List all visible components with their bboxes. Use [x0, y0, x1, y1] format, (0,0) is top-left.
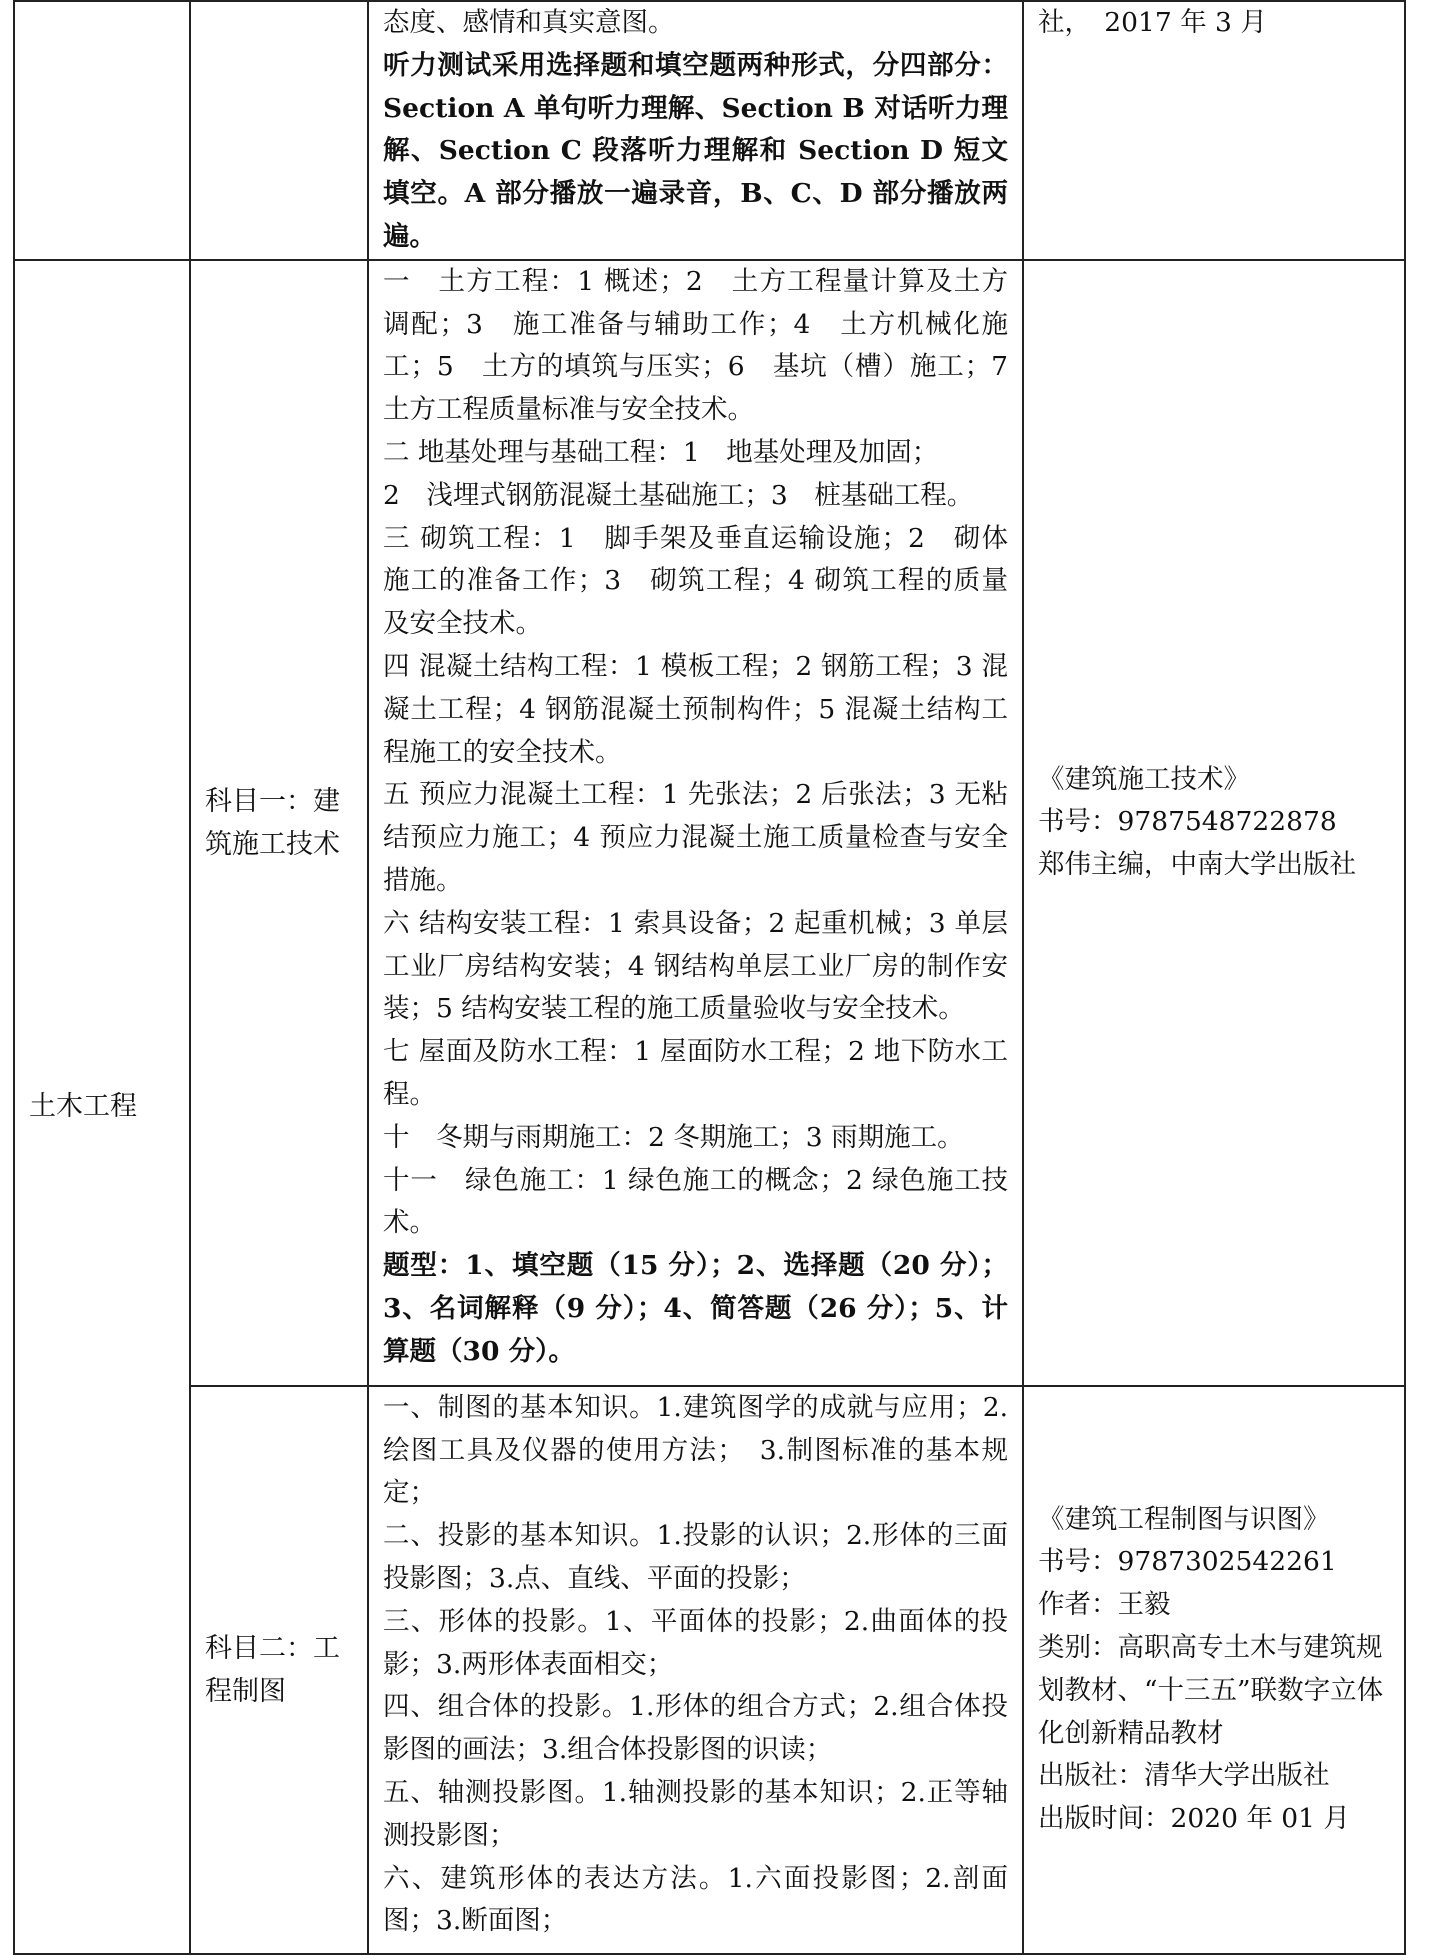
content-cell: [368, 260, 1035, 1386]
content-line: 态度、感情和真实意图。: [383, 7, 675, 38]
content-paragraph: 五、轴测投影图。1.轴测投影的基本知识；2.正等轴测投影图；: [383, 1776, 1008, 1851]
subject-name: 科目二：工程制图: [205, 1632, 340, 1707]
textbook-cell: [1023, 1386, 1405, 1954]
table-row: [14, 1, 1405, 260]
major-cell-empty: [14, 1, 190, 260]
textbook-author: 作者：王毅: [1038, 1589, 1171, 1621]
textbook-publisher: 出版社：清华大学出版社: [1038, 1760, 1330, 1792]
content-paragraph: 三、形体的投影。1、平面体的投影；2.曲面体的投影；3.两形体表面相交；: [383, 1605, 1008, 1680]
content-paragraph: 七 屋面及防水工程：1 屋面防水工程；2 地下防水工程。: [383, 1036, 1008, 1110]
listening-test-note: 听力测试采用选择题和填空题两种形式，分四部分：Section A 单句听力理解、Section B 对话听力理解、Section C 段落听力理解和 Section D 短文填空。A 部分播放一遍录音，B、C、D 部分播放两遍。: [383, 49, 1008, 252]
content-paragraph: 五 预应力混凝土工程：1 先张法；2 后张法；3 无粘结预应力施工；4 预应力混凝土施工质量检查与安全措施。: [383, 779, 1008, 896]
textbook-cell: [1023, 1, 1405, 260]
content-paragraph: 二、投影的基本知识。1.投影的认识；2.形体的三面投影图；3.点、直线、平面的投影；: [383, 1520, 1008, 1594]
textbook-title: 《建筑工程制图与识图》: [1038, 1503, 1330, 1535]
textbook-isbn: 书号：9787302542261: [1038, 1546, 1337, 1578]
subject-name: 科目一：建筑施工技术: [205, 785, 340, 860]
content-paragraph: 六、建筑形体的表达方法。1.六面投影图；2.剖面图；3.断面图；: [383, 1862, 1008, 1937]
content-paragraph: 十 冬期与雨期施工：2 冬期施工；3 雨期施工。: [383, 1121, 964, 1153]
content-cell: [368, 1386, 1023, 1954]
content-paragraph: 一 土方工程：1 概述；2 土方工程量计算及土方调配；3 施工准备与辅助工作；4 土方机械化施工；5 土方的填筑与压实；6 基坑（槽）施工；7 土方工程质量标准与安全技术。: [383, 265, 1035, 426]
textbook-publisher: 郑伟主编，中南大学出版社: [1038, 849, 1356, 881]
subject-cell-empty: [190, 1, 368, 260]
subject-cell: [190, 260, 368, 1386]
content-paragraph: 十一 绿色施工：1 绿色施工的概念；2 绿色施工技术。: [383, 1164, 1008, 1239]
textbook-date: 出版时间：2020 年 01 月: [1038, 1803, 1350, 1835]
major-name: 土木工程: [29, 1091, 137, 1123]
content-cell: [368, 1, 1023, 260]
content-paragraph: 2 浅埋式钢筋混凝土基础施工；3 桩基础工程。: [383, 479, 974, 511]
textbook-isbn: 书号：9787548722878: [1038, 806, 1337, 838]
table-row: [14, 1386, 1405, 1954]
textbook-category: 类别：高职高专土木与建筑规划教材、“十三五”联数字立体化创新精品教材: [1038, 1631, 1384, 1749]
content-paragraph: 四 混凝土结构工程：1 模板工程；2 钢筋工程；3 混凝土工程；4 钢筋混凝土预制构件；5 混凝土结构工程施工的安全技术。: [383, 650, 1008, 768]
textbook-cell: [1023, 260, 1405, 1386]
syllabus-table: [13, 0, 1406, 1955]
content-paragraph: 六 结构安装工程：1 索具设备；2 起重机械；3 单层工业厂房结构安装；4 钢结构单层工业厂房的制作安装；5 结构安装工程的施工质量验收与安全技术。: [383, 907, 1008, 1025]
content-paragraph: 一、制图的基本知识。1.建筑图学的成就与应用；2.绘图工具及仪器的使用方法； 3.制图标准的基本规定；: [383, 1391, 1008, 1509]
textbook-line: 社， 2017 年 3 月: [1038, 7, 1267, 38]
table-row: [14, 260, 1405, 1386]
question-types: 题型：1、填空题（15 分）；2、选择题（20 分）；3、名词解释（9 分）；4、简答题（26 分）；5、计算题（30 分）。: [383, 1250, 1008, 1367]
major-cell: [14, 260, 190, 1954]
content-paragraph: 四、组合体的投影。1.形体的组合方式；2.组合体投影图的画法；3.组合体投影图的识读；: [383, 1691, 1008, 1766]
content-paragraph: 三 砌筑工程：1 脚手架及垂直运输设施；2 砌体施工的准备工作；3 砌筑工程；4 砌筑工程的质量及安全技术。: [383, 522, 1008, 640]
textbook-title: 《建筑施工技术》: [1038, 763, 1250, 795]
subject-cell: [190, 1386, 368, 1954]
content-paragraph: 二 地基处理与基础工程：1 地基处理及加固；: [383, 436, 939, 468]
